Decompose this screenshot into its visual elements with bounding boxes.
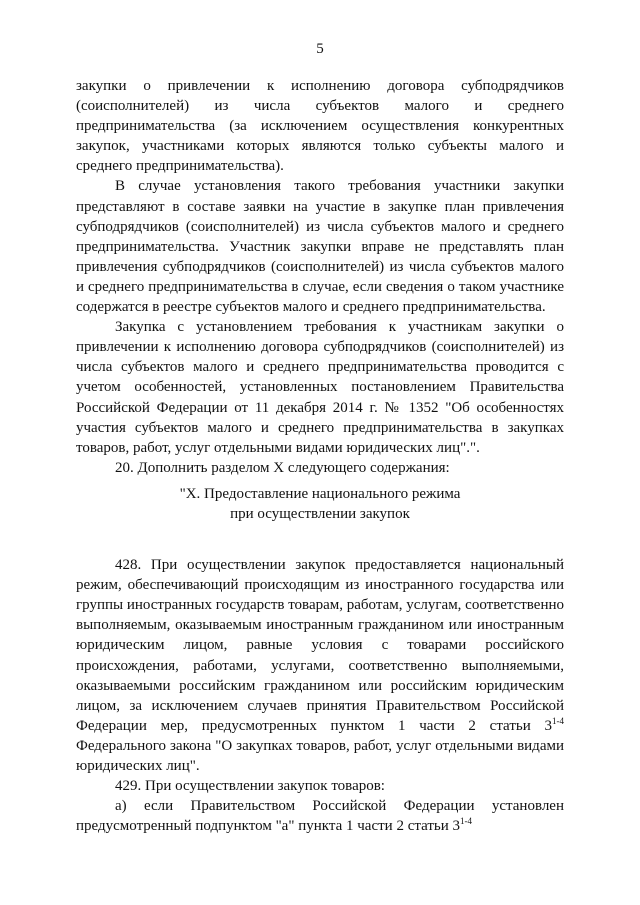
paragraph-428-text-end: Федерального закона "О закупках товаров, работ, услуг отдельными видами юридических лиц". (76, 737, 564, 774)
paragraph-428-superscript: 1-4 (552, 715, 564, 726)
section-heading-line1: "X. Предоставление национального режима (179, 485, 461, 502)
paragraph-429-a-text: а) если Правительством Российской Федерации установлен предусмотренный подпунктом "а" пункта 1 части 2 статьи 3 (76, 798, 564, 835)
paragraph-plan-requirement: В случае установления такого требования участники закупки представляют в составе заявки на участие в закупке план привлечения субподрядчиков (соисполнителей) из числа субъектов малого и среднего предпринимательства. Участник закупки вправе не представлять план привлечения субподрядчиков (соисполнителей) из числа субъектов малого и среднего предпринимательства в случае, если сведения о таком участнике содержатся в реестре субъектов малого и среднего предпринимательства. (76, 178, 564, 316)
paragraph-428 (76, 555, 564, 776)
paragraph-continuation: закупки о привлечении к исполнению договора субподрядчиков (соисполнителей) из числа субъектов малого и среднего предпринимательства (за исключением осуществления конкурентных закупок, участниками которых являются только субъекты малого и среднего предпринимательства). (76, 78, 564, 175)
paragraph-429: 429. При осуществлении закупок товаров: (115, 778, 385, 795)
paragraph-429-a (76, 796, 564, 836)
paragraph-428-text: 428. При осуществлении закупок предоставляется национальный режим, обеспечивающий происходящим из иностранного государства или группы иностранных государств товарам, работам, услугам, соответственно выполняемым, оказываемым иностранным гражданином или иностранным юридическим лицом, равные условия с товарами российского происхождения, работами, услугами, соответственно выполняемыми, оказываемыми российским гражданином или российским юридическим лицом, за исключением случаев принятия Правительством Российской Федерации мер, предусмотренных пунктом 1 части 2 статьи 3 (76, 557, 565, 734)
section-heading-line2: при осуществлении закупок (230, 505, 410, 522)
page-number: 5 (316, 41, 324, 57)
paragraph-procurement-rules: Закупка с установлением требования к участникам закупки о привлечении к исполнению договора субподрядчиков (соисполнителей) из числа субъектов малого и среднего предпринимательства проводится с учетом особенностей, установленных постановлением Правительства Российской Федерации от 11 декабря 2014 г. № 1352 "Об особенностях участия субъектов малого и среднего предпринимательства в закупках товаров, работ, услуг отдельными видами юридических лиц".". (76, 319, 564, 456)
paragraph-429-a-superscript: 1-4 (460, 816, 473, 827)
paragraph-amendment-20: 20. Дополнить разделом X следующего содержания: (115, 459, 450, 476)
document-body (76, 76, 564, 836)
